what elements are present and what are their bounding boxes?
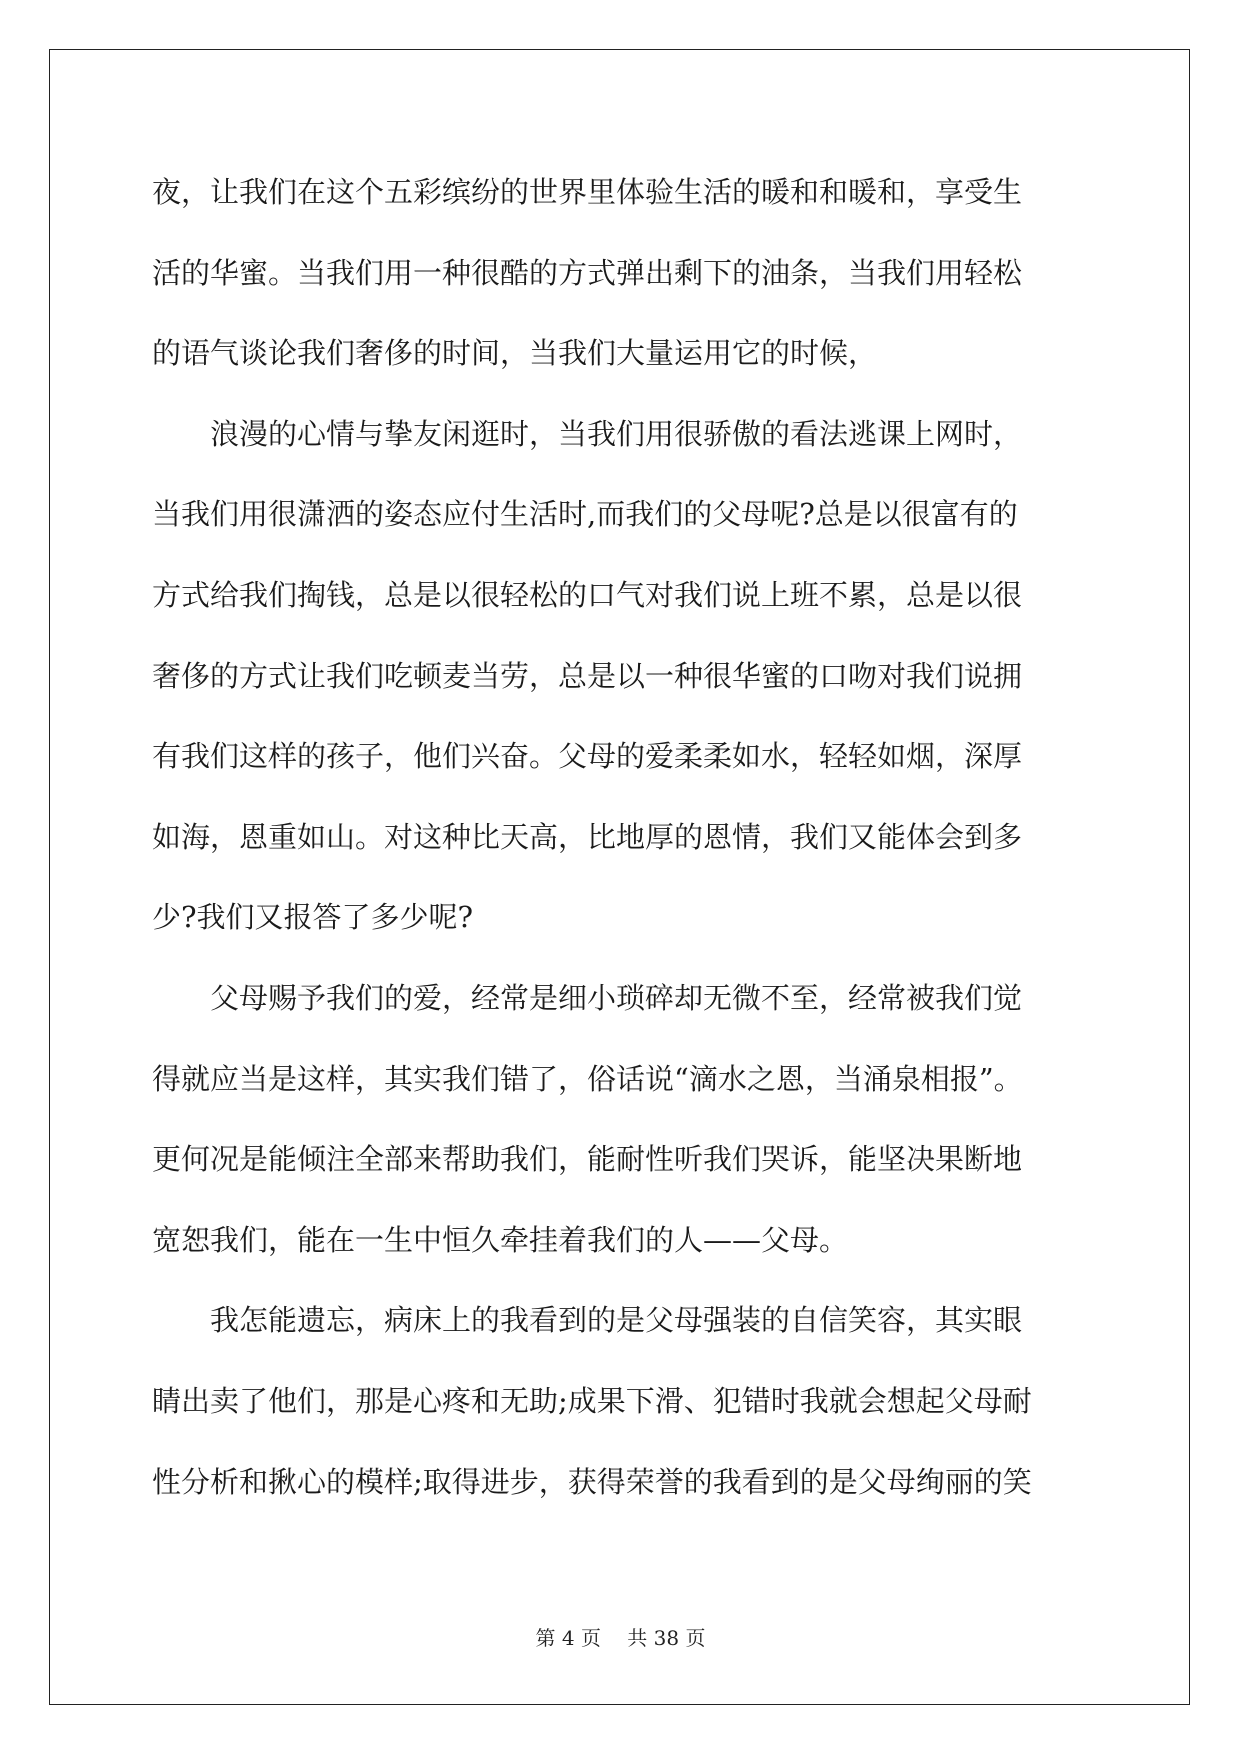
paragraph-line: 如海，恩重如山。对这种比天高，比地厚的恩情，我们又能体会到多 [152,819,1023,854]
paragraph-line: 浪漫的心情与挚友闲逛时，当我们用很骄傲的看法逃课上网时， [210,416,1023,451]
paragraph-line: 有我们这样的孩子，他们兴奋。父母的爱柔柔如水，轻轻如烟，深厚 [152,739,1023,774]
paragraph-line: 少?我们又报答了多少呢? [152,900,474,935]
paragraph-line: 更何况是能倾注全部来帮助我们，能耐性听我们哭诉，能坚决果断地 [152,1142,1023,1177]
paragraph-line: 父母赐予我们的爱，经常是细小琐碎却无微不至，经常被我们觉 [210,980,1023,1015]
paragraph-line: 的语气谈论我们奢侈的时间，当我们大量运用它的时候， [152,336,878,371]
paragraph-line: 宽恕我们，能在一生中恒久牵挂着我们的人——父母。 [152,1222,849,1257]
paragraph-line: 方式给我们掏钱，总是以很轻松的口气对我们说上班不累，总是以很 [152,577,1023,612]
page-number-footer: 第 4 页 共 38 页 [535,1626,706,1650]
paragraph-line: 睛出卖了他们，那是心疼和无助;成果下滑、犯错时我就会想起父母耐 [152,1383,1032,1418]
paragraph-line: 得就应当是这样，其实我们错了，俗话说“滴水之恩，当涌泉相报”。 [152,1061,1023,1096]
paragraph-line: 性分析和揪心的模样;取得进步，获得荣誉的我看到的是父母绚丽的笑 [152,1464,1032,1499]
paragraph-line: 当我们用很潇洒的姿态应付生活时,而我们的父母呢?总是以很富有的 [152,497,1018,532]
paragraph-line: 活的华蜜。当我们用一种很酷的方式弹出剩下的油条，当我们用轻松 [152,255,1023,290]
document-body [152,152,1092,1522]
paragraph-line: 奢侈的方式让我们吃顿麦当劳，总是以一种很华蜜的口吻对我们说拥 [152,658,1023,693]
paragraph-line: 我怎能遗忘，病床上的我看到的是父母强装的自信笑容，其实眼 [210,1303,1023,1338]
paragraph-line: 夜，让我们在这个五彩缤纷的世界里体验生活的暖和和暖和，享受生 [152,175,1023,209]
